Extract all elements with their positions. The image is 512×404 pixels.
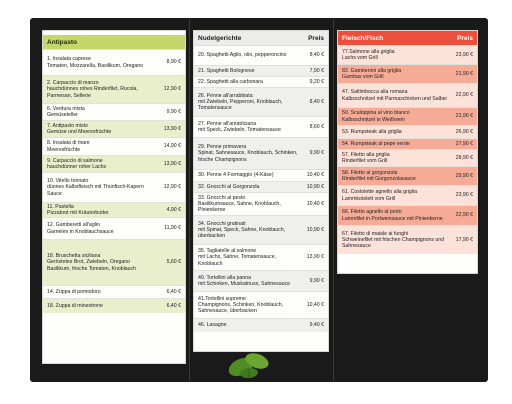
antipasto-menu-item [43, 239, 185, 285]
dish-name: 9. Carpaccio di salmone hauchdünner roher Lachs [47, 157, 107, 170]
fold-crease [189, 18, 190, 382]
menu-card [30, 18, 488, 382]
dish-price: 22,90 € [455, 92, 473, 99]
antipasto-menu-item [43, 285, 185, 298]
nudel-menu-item [194, 87, 328, 116]
dish-name: 77.Salmone alla griglia Lachs vom Grill [342, 48, 395, 61]
antipasto-menu-item [43, 103, 185, 120]
fleisch-menu-item [338, 149, 477, 166]
dish-price: 13,90 € [306, 254, 324, 261]
dish-price: 9,90 € [309, 277, 324, 284]
dish-name: 18. Zuppa di minestrone [47, 302, 103, 309]
dish-name: 14. Zuppa di pomodoro [47, 288, 101, 295]
dish-price: 10,90 € [306, 183, 324, 190]
dish-price: 23,90 € [455, 192, 473, 199]
antipasto-menu-item [43, 217, 185, 239]
dish-price: 12,90 € [163, 184, 181, 191]
dish-price: 21,90 € [455, 70, 473, 77]
fleisch-title: Fleisch/Fisch [342, 34, 384, 42]
nudel-menu-item [194, 215, 328, 244]
dish-price: 8,40 € [309, 98, 324, 105]
dish-price: 26,90 € [455, 128, 473, 135]
dish-name: 27. Penne all'amatriciana mit Speck, Zwiebeln, Tomatensauce [198, 120, 281, 133]
dish-name: 35. Tagliatelle al salmone mit Lachs, Sahne, Tomatensauce, Knoblauch [198, 248, 277, 267]
dish-name: 66. Filetto agnello al porto Lammfilet in Portweinsauce mit Pinienkerne [342, 209, 443, 222]
nudel-menu-item [194, 76, 328, 87]
dish-name: 61. Costolette agnello alla griglia Lammkotelett vom Grill [342, 189, 417, 202]
dish-price: 23,90 € [455, 51, 473, 58]
dish-name: 1. Insalata caprese Tomaten, Mozzarella, Basilikum, Oregano [47, 56, 144, 69]
nudel-menu-item [194, 181, 328, 192]
fleisch-menu-item [338, 45, 477, 64]
basil-leaf-decoration [219, 343, 279, 381]
fold-crease [333, 18, 334, 382]
fleisch-menu-item [338, 125, 477, 138]
dish-name: 46. Lasagne [198, 322, 227, 329]
fleisch-panel [337, 30, 478, 274]
dish-price: 8,40 € [309, 52, 324, 59]
dish-price: 28,90 € [455, 154, 473, 161]
antipasto-menu-item [43, 155, 185, 172]
dish-price: 4,90 € [166, 206, 181, 213]
antipasto-title: Antipasto [47, 38, 77, 46]
dish-price: 13,90 € [163, 125, 181, 132]
antipasto-menu-item [43, 172, 185, 202]
nudel-price-header: Preis [308, 34, 324, 42]
dish-price: 12,90 € [163, 86, 181, 93]
nudel-panel [193, 30, 329, 352]
dish-name: 50. Scaloppina al vino bianco Kalbsschnitzel in Weißwein [342, 110, 410, 123]
dish-name: 53. Rumpsteak alla griglia [342, 128, 402, 135]
dish-name: 29. Penne primavera Spinat, Sahnesauce, Knoblauch, Schinken, frische Champignons [198, 144, 298, 163]
dish-name: 11. Pastella Pizzabrot mit Kräuterbutter [47, 203, 109, 216]
dish-price: 9,20 € [309, 78, 324, 85]
antipasto-list [43, 49, 185, 313]
antipasto-menu-item [43, 75, 185, 103]
nudel-header [194, 31, 328, 45]
nudel-menu-item [194, 45, 328, 65]
nudel-menu-item [194, 192, 328, 215]
dish-name: 21. Spaghetti Bolognese [198, 67, 255, 74]
dish-name: 8. Insalata di mare Meeresfrüchte [47, 140, 90, 153]
fleisch-menu-item [338, 205, 477, 225]
dish-price: 9,40 € [309, 322, 324, 329]
dish-name: 10. Vitello tonnato dünnes Kalbsfleisch mit Thunfisch-Kapern Sauce [47, 178, 144, 197]
dish-price: 29,90 € [455, 172, 473, 179]
dish-name: 6. Verdura mista Gemüseteller [47, 105, 85, 118]
dish-name: 40. Tortellini alla panna mit Schinken, Muskatnuss, Sahnesauce [198, 274, 290, 287]
dish-price: 22,90 € [455, 212, 473, 219]
dish-price: 9,90 € [309, 150, 324, 157]
dish-name: 58. Filetto al gorgonzola Rinderfilet mit Gorgonzolasauce [342, 169, 416, 182]
dish-name: 7. Antipasto misto Gemüse und Meeresfrüchte [47, 122, 112, 135]
nudel-menu-item [194, 291, 328, 318]
dish-name: 34. Gnocchi gratinati mit Spinat, Speck, Sahne, Knoblauch, überbacken [198, 220, 286, 240]
nudel-list [194, 45, 328, 332]
nudel-menu-item [194, 116, 328, 137]
dish-name: 32. Gnocchi al Gorgonzola [198, 183, 260, 190]
nudel-menu-item [194, 244, 328, 270]
fleisch-price-header: Preis [457, 34, 473, 42]
antipasto-menu-item [43, 202, 185, 217]
nudel-menu-item [194, 318, 328, 332]
dish-price: 6,40 € [166, 288, 181, 295]
fleisch-header [338, 31, 477, 45]
dish-name: 41.Tortellini supreme Champignons, Schinken, Knoblauch, Sahnesauce, überbacken [198, 295, 284, 315]
dish-price: 11,90 € [164, 225, 181, 232]
dish-name: 47. Saltimbocca alla romana Kalbsschnitzel mit Parmaschinken und Salbei [342, 89, 447, 102]
dish-name: 67. Filetto di maiale ai funghi Schweinefilet mit frischen Champignons und Sahnesauce [342, 230, 445, 250]
dish-price: 7,90 € [309, 67, 324, 74]
antipasto-menu-item [43, 298, 185, 313]
dish-name: 54. Rumpsteak al pepe verde [342, 140, 410, 147]
dish-name: 30. Penne 4 Formaggio (4-Käse) [198, 172, 274, 179]
antipasto-panel [42, 30, 186, 364]
dish-name: 57. Filetto alla griglia Rinderfilet vom Grill [342, 151, 390, 164]
dish-name: 20. Spaghetti Aglio, olio, pepperoncino [198, 52, 287, 59]
fleisch-list [338, 45, 477, 254]
dish-price: 27,90 € [455, 140, 473, 147]
dish-price: 14,90 € [163, 143, 181, 150]
dish-price: 6,40 € [166, 302, 181, 309]
antipasto-menu-item [43, 120, 185, 137]
dish-price: 10,90 € [306, 226, 324, 233]
nudel-menu-item [194, 65, 328, 76]
fleisch-menu-item [338, 166, 477, 185]
antipasto-menu-item [43, 49, 185, 75]
fleisch-menu-item [338, 83, 477, 107]
dish-price: 17,90 € [455, 236, 473, 243]
dish-price: 10,40 € [306, 172, 324, 179]
dish-price: 10,40 € [306, 301, 324, 308]
fleisch-menu-item [338, 107, 477, 125]
dish-price: 8,60 € [309, 123, 324, 130]
fleisch-menu-item [338, 64, 477, 83]
dish-price: 8,90 € [166, 59, 181, 66]
nudel-title: Nudelgerichte [198, 34, 242, 42]
dish-price: 9,90 € [166, 108, 181, 115]
nudel-menu-item [194, 270, 328, 291]
antipasto-header [43, 35, 185, 49]
antipasto-menu-item [43, 137, 185, 155]
dish-price: 5,60 € [166, 259, 181, 266]
dish-name: 22. Spaghetti alla carbonara [198, 78, 263, 85]
dish-name: 26. Penne all'arrabbiata mit Zwiebeln, Pepperoni, Knoblauch, Tomatensauce [198, 92, 283, 112]
dish-price: 13,90 € [163, 160, 181, 167]
nudel-menu-item [194, 137, 328, 169]
dish-name: 12. Gamberetti all'aglio Garnelen in Knoblauchsauce [47, 222, 114, 235]
dish-name: 2. Carpaccio di manzo hauchdünnes rohes Rinderfilet, Rucola, Parmesan, Sellerie [47, 80, 138, 99]
dish-price: 10,40 € [306, 200, 324, 207]
dish-name: 33. Gnocchi al pesto Basilikumsauce, Sahne, Knoblauch, Pinienkerne [198, 194, 281, 214]
dish-name: 82. Gamberoni alla griglia Gambas vom Grill [342, 67, 402, 80]
dish-name: 18. Bruschetta siciliana Geröstetes Brot, Zwiebeln, Oregano Basilikum, frische Tomaten, Knoblauch [47, 253, 136, 272]
fleisch-menu-item [338, 225, 477, 254]
nudel-menu-item [194, 169, 328, 181]
fleisch-menu-item [338, 185, 477, 205]
fleisch-menu-item [338, 138, 477, 149]
dish-price: 21,90 € [455, 113, 473, 120]
